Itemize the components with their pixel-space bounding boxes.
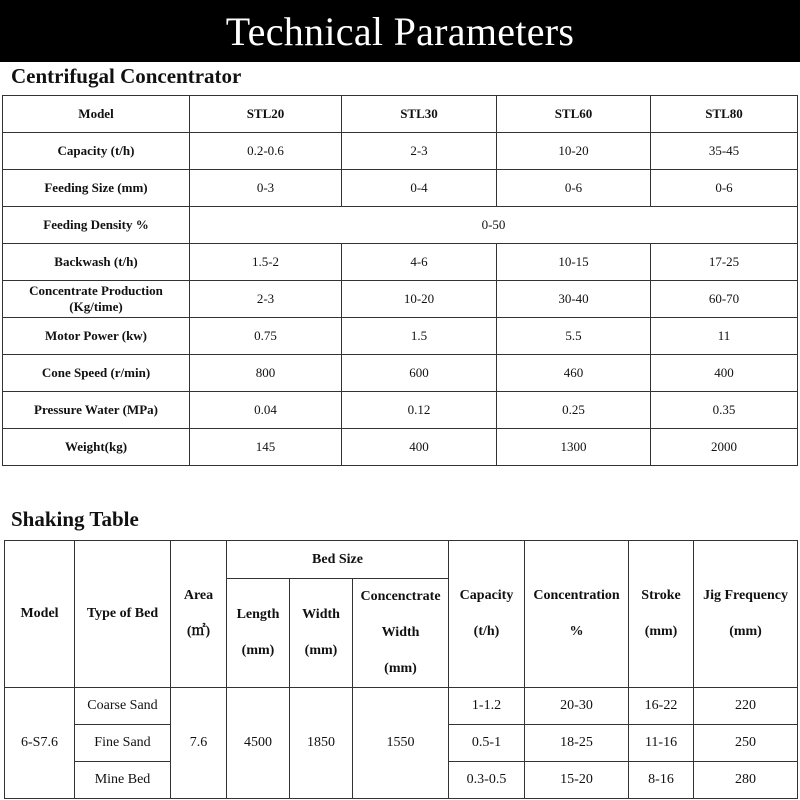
cell-concentration: 18-25: [525, 725, 629, 762]
table-cell: 460: [497, 355, 651, 392]
centrifugal-section-title: Centrifugal Concentrator: [11, 64, 242, 88]
header-stroke-label: Stroke: [641, 588, 681, 603]
cell-area: 7.6: [171, 688, 227, 799]
table-cell: 800: [190, 355, 342, 392]
page-title: Technical Parameters: [225, 8, 575, 54]
table-cell: 145: [190, 429, 342, 466]
header-model: Model: [3, 96, 190, 133]
table-cell: 10-20: [342, 281, 497, 318]
table-cell: 1.5: [342, 318, 497, 355]
table-cell: 0.2-0.6: [190, 133, 342, 170]
table-row: [3, 281, 798, 318]
cell-bed-type: Mine Bed: [75, 762, 171, 799]
header-concentration-unit: %: [569, 624, 584, 639]
header-length-label: Length: [236, 607, 280, 622]
row-label: Weight(kg): [3, 429, 190, 466]
cell-concentrate-width: 1550: [353, 688, 449, 799]
table-cell: 0.04: [190, 392, 342, 429]
table-cell: 0.25: [497, 392, 651, 429]
table-cell: 1300: [497, 429, 651, 466]
merged-cell: 0-50: [190, 207, 798, 244]
table-cell: 35-45: [651, 133, 798, 170]
table-cell: 1.5-2: [190, 244, 342, 281]
table-row: [3, 244, 798, 281]
row-label: Cone Speed (r/min): [3, 355, 190, 392]
table-cell: 60-70: [651, 281, 798, 318]
cell-capacity: 1-1.2: [449, 688, 525, 725]
table-cell: 30-40: [497, 281, 651, 318]
table-cell: 0.12: [342, 392, 497, 429]
cell-model: 6-S7.6: [5, 688, 75, 799]
header-model-name: STL30: [342, 96, 497, 133]
header-width-unit: (mm): [304, 643, 338, 658]
cell-length: 4500: [227, 688, 290, 799]
table-cell: 400: [651, 355, 798, 392]
table-cell: 0-6: [651, 170, 798, 207]
table-row: [3, 207, 798, 244]
table-row: [3, 318, 798, 355]
cell-stroke: 8-16: [629, 762, 694, 799]
row-label: Feeding Density %: [3, 207, 190, 244]
header-width-label: Width: [302, 607, 340, 622]
table-cell: 2-3: [190, 281, 342, 318]
header-capacity-label: Capacity: [459, 588, 514, 603]
cell-jig-frequency: 280: [694, 762, 798, 799]
table-cell: 10-20: [497, 133, 651, 170]
header-capacity: [449, 541, 525, 688]
header-stroke: [629, 541, 694, 688]
table-row: [3, 429, 798, 466]
header-jig-frequency: [694, 541, 798, 688]
header-model: Model: [5, 541, 75, 688]
header-width: [290, 579, 353, 688]
header-model-name: STL60: [497, 96, 651, 133]
header-concentration-label: Concentration: [533, 588, 620, 603]
table-header-row: [3, 96, 798, 133]
header-jig-label: Jig Frequency: [703, 588, 788, 603]
table-cell: 0.75: [190, 318, 342, 355]
cell-jig-frequency: 250: [694, 725, 798, 762]
header-conc-width-label-2: Width: [381, 625, 420, 640]
table-cell: 11: [651, 318, 798, 355]
cell-bed-type: Fine Sand: [75, 725, 171, 762]
header-capacity-unit: (t/h): [473, 624, 500, 639]
row-label: Capacity (t/h): [3, 133, 190, 170]
table-row: [5, 688, 798, 725]
cell-stroke: 11-16: [629, 725, 694, 762]
table-row: [3, 170, 798, 207]
header-type-of-bed: Type of Bed: [75, 541, 171, 688]
table-cell: 10-15: [497, 244, 651, 281]
table-cell: 0-6: [497, 170, 651, 207]
header-length: [227, 579, 290, 688]
table-cell: 0.35: [651, 392, 798, 429]
table-cell: 0-3: [190, 170, 342, 207]
cell-stroke: 16-22: [629, 688, 694, 725]
table-cell: 2000: [651, 429, 798, 466]
table-row: [3, 392, 798, 429]
table-cell: 0-4: [342, 170, 497, 207]
cell-concentration: 15-20: [525, 762, 629, 799]
header-conc-width-label: Concenctrate: [360, 589, 441, 604]
table-row: [3, 133, 798, 170]
cell-concentration: 20-30: [525, 688, 629, 725]
header-area-label: Area: [183, 588, 214, 603]
header-model-name: STL80: [651, 96, 798, 133]
cell-capacity: 0.5-1: [449, 725, 525, 762]
row-label: Backwash (t/h): [3, 244, 190, 281]
table-row: [3, 355, 798, 392]
shaking-section-title: Shaking Table: [11, 507, 139, 531]
header-bed-size: Bed Size: [227, 541, 449, 579]
cell-bed-type: Coarse Sand: [75, 688, 171, 725]
page-banner: [0, 0, 800, 62]
table-cell: 400: [342, 429, 497, 466]
header-concentration: [525, 541, 629, 688]
header-conc-width-unit: (mm): [384, 661, 417, 676]
table-cell: 17-25: [651, 244, 798, 281]
cell-width: 1850: [290, 688, 353, 799]
header-jig-unit: (mm): [729, 624, 762, 639]
table-cell: 2-3: [342, 133, 497, 170]
table-header-row: [5, 541, 798, 579]
table-cell: 600: [342, 355, 497, 392]
header-area-unit: (㎡): [186, 624, 211, 639]
row-label: Feeding Size (mm): [3, 170, 190, 207]
centrifugal-concentrator-table: [2, 95, 798, 466]
table-cell: 5.5: [497, 318, 651, 355]
row-label: Motor Power (kw): [3, 318, 190, 355]
header-area: [171, 541, 227, 688]
shaking-table-specs: [4, 540, 798, 799]
header-model-name: STL20: [190, 96, 342, 133]
header-stroke-unit: (mm): [644, 624, 678, 639]
header-length-unit: (mm): [241, 643, 275, 658]
table-cell: 4-6: [342, 244, 497, 281]
header-concentrate-width: [353, 579, 449, 688]
row-label: Concentrate Production (Kg/time): [3, 281, 190, 318]
cell-jig-frequency: 220: [694, 688, 798, 725]
cell-capacity: 0.3-0.5: [449, 762, 525, 799]
row-label: Pressure Water (MPa): [3, 392, 190, 429]
